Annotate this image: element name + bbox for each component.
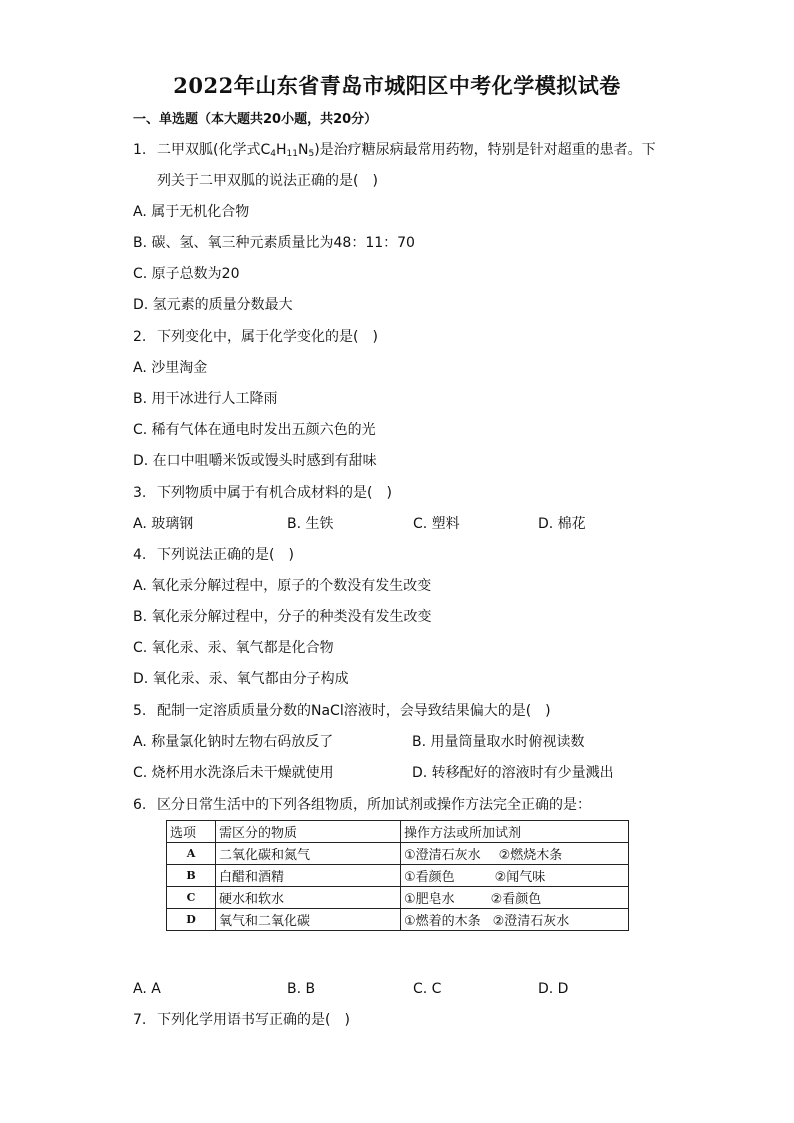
method-1: ①肥皂水 [404,892,455,907]
question-text: 下列变化中，属于化学变化的是( ) [157,329,378,345]
question-text: 配制一定溶质质量分数的NaCl溶液时，会导致结果偏大的是( ) [157,703,551,719]
question-7-stem [133,1011,350,1029]
table-cell-substances: 白醋和酒精 [216,865,401,887]
question-3-stem [133,484,392,502]
question-text: 二甲双胍(化学式C [157,142,271,158]
question-1-option-b[interactable]: B. 碳、氢、氧三种元素质量比为48：11：70 [133,235,415,251]
table-cell-substances: 二氧化碳和氮气 [216,843,401,865]
element-symbol: H [275,142,287,158]
question-1-option-d[interactable]: D. 氢元素的质量分数最大 [133,297,293,313]
question-2-option-c[interactable]: C. 稀有气体在通电时发出五颜六色的光 [133,422,376,438]
table-cell-option: D [167,909,216,931]
subscript: 4 [270,149,276,159]
table-header-cell: 需区分的物质 [216,821,401,843]
method-2: ②燃烧木条 [498,848,563,863]
question-4-option-d[interactable]: D. 氧化汞、汞、氧气都由分子构成 [133,671,349,687]
table-header-cell: 操作方法或所加试剂 [401,821,629,843]
question-5-option-a[interactable]: A. 称量氯化钠时左物右码放反了 [133,734,334,750]
method-2: ②看颜色 [490,892,542,907]
question-text: 下列物质中属于有机合成材料的是( ) [157,485,392,501]
element-symbol: N [297,142,309,158]
question-number: 6. [133,797,147,813]
table-row [167,887,629,909]
method-2: ②闻气味 [494,870,546,885]
table-cell-methods [401,865,629,887]
question-text: 区分日常生活中的下列各组物质，所加试剂或操作方法完全正确的是： [157,797,591,813]
question-4-stem [133,546,294,564]
table-cell-option: A [167,843,216,865]
question-number: 5. [133,703,147,719]
table-header-row [167,821,629,843]
question-4-option-a[interactable]: A. 氧化汞分解过程中，原子的个数没有发生改变 [133,578,432,594]
method-1: ①燃着的木条 [404,914,481,929]
question-5-option-d[interactable]: D. 转移配好的溶液时有少量溅出 [412,765,614,781]
question-number: 4. [133,547,147,563]
question-2-stem [133,328,378,346]
question-3-option-a[interactable]: A. 玻璃钢 [133,516,194,532]
question-6-table [166,820,629,931]
question-number: 3. [133,485,147,501]
section-heading: 一、单选题（本大题共20小题，共20分） [133,112,378,127]
question-6-option-d[interactable]: D. D [538,981,569,997]
question-3-option-c[interactable]: C. 塑料 [413,516,460,532]
question-1-stem [133,141,656,163]
table-cell-methods [401,843,629,865]
question-5-option-c[interactable]: C. 烧杯用水洗涤后未干燥就使用 [133,765,334,781]
table-row [167,865,629,887]
table-row [167,909,629,931]
method-1: ①澄清石灰水 [404,848,481,863]
question-3-option-d[interactable]: D. 棉花 [538,516,586,532]
question-1-stem-line2: 列关于二甲双胍的说法正确的是( ) [157,173,378,189]
subscript: 11 [286,149,298,159]
table-cell-option: C [167,887,216,909]
question-3-option-b[interactable]: B. 生铁 [287,516,334,532]
table-cell-substances: 氧气和二氧化碳 [216,909,401,931]
table-cell-substances: 硬水和软水 [216,887,401,909]
exam-title: 2022年山东省青岛市城阳区中考化学模拟试卷 [173,73,621,98]
question-4-option-b[interactable]: B. 氧化汞分解过程中，分子的种类没有发生改变 [133,609,432,625]
table-cell-methods [401,887,629,909]
question-6-option-c[interactable]: C. C [413,981,442,997]
question-text: 下列说法正确的是( ) [157,547,294,563]
table-cell-methods [401,909,629,931]
question-5-option-b[interactable]: B. 用量筒量取水时俯视读数 [412,734,585,750]
question-number: 1. [133,142,147,158]
question-6-option-b[interactable]: B. B [287,981,316,997]
table-row [167,843,629,865]
question-6-option-a[interactable]: A. A [133,981,161,997]
question-5-stem [133,702,551,720]
question-2-option-b[interactable]: B. 用干冰进行人工降雨 [133,391,278,407]
question-6-stem [133,796,591,814]
table-header-cell: 选项 [167,821,216,843]
method-2: ②澄清石灰水 [492,914,570,929]
question-text: 下列化学用语书写正确的是( ) [157,1012,350,1028]
question-2-option-d[interactable]: D. 在口中咀嚼米饭或馒头时感到有甜味 [133,453,377,469]
table-cell-option: B [167,865,216,887]
method-1: ①看颜色 [404,870,455,885]
question-4-option-c[interactable]: C. 氧化汞、汞、氧气都是化合物 [133,640,334,656]
question-number: 2. [133,329,147,345]
question-text: )是治疗糖尿病最常用药物，特别是针对超重的患者。下 [314,142,656,158]
question-1-option-c[interactable]: C. 原子总数为20 [133,266,240,282]
question-number: 7. [133,1012,147,1028]
question-1-option-a[interactable]: A. 属于无机化合物 [133,204,250,220]
question-2-option-a[interactable]: A. 沙里淘金 [133,360,208,376]
subscript: 5 [308,149,315,159]
